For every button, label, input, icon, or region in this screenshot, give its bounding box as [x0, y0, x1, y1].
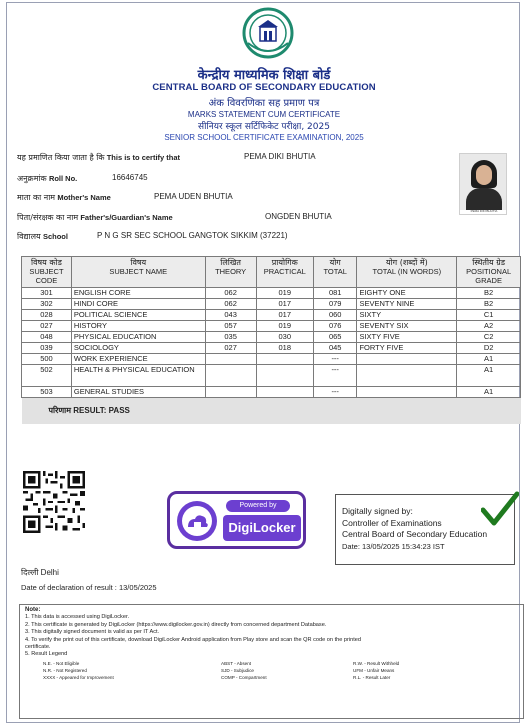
school-line [17, 231, 288, 242]
notes-box [19, 604, 524, 719]
digilocker-badge[interactable] [167, 491, 306, 549]
legend-item: R.L. - Result Later [353, 674, 391, 680]
board-name-hindi: केन्द्रीय माध्यमिक शिक्षा बोर्ड [197, 68, 331, 83]
legend-item: N.R. - Not Registered [43, 667, 87, 673]
signature-date: Date: 13/05/2025 15:34:23 IST [342, 541, 445, 551]
note-item: 5. Result Legend [25, 651, 68, 658]
exam-title-hindi: सीनियर स्कूल सर्टिफिकेट परीक्षा, 2025 [198, 122, 330, 132]
father-label-hindi: पिता/संरक्षक का नाम [17, 213, 79, 222]
school-label-hindi: विद्यालय [17, 232, 41, 241]
note-item: 2. This certificate is generated by DigiLocker (https://www.digilocker.gov.in) directly from concerned department Database. [25, 621, 327, 628]
result-row [22, 398, 521, 424]
roll-label-hindi: अनुक्रमांक [17, 174, 47, 183]
mother-name: PEMA UDEN BHUTIA [154, 192, 233, 201]
board-name: CENTRAL BOARD OF SECONDARY EDUCATION [152, 82, 376, 93]
place-of-issue [21, 567, 59, 578]
father-name: ONGDEN BHUTIA [265, 212, 332, 221]
legend-item: UFM - Unfair Means [353, 667, 395, 673]
exam-title: SENIOR SCHOOL CERTIFICATE EXAMINATION, 2025 [164, 133, 364, 142]
checkmark-icon [481, 491, 519, 527]
header-subject-code: विषय कोड SUBJECT CODE [22, 257, 72, 288]
place-hindi: दिल्ली [21, 568, 39, 577]
result-label-hindi: परिणाम [48, 405, 72, 415]
header-grade: स्थितीय ग्रेड POSITIONAL GRADE [457, 257, 521, 288]
marks-table-header [22, 257, 521, 288]
father-label: Father's/Guardian's Name [80, 213, 173, 222]
mother-line [17, 192, 233, 203]
marks-certificate [6, 2, 520, 723]
digilocker-logo-icon [176, 500, 218, 542]
table-row: 503 GENERAL STUDIES --- A1 [22, 387, 521, 398]
father-line [17, 212, 332, 223]
legend-item: N.E. - Not Eligible [43, 660, 80, 666]
certify-line [17, 152, 316, 163]
roll-label: Roll No. [48, 174, 78, 183]
table-row: 028 POLITICAL SCIENCE 043 017 060 SIXTY C1 [22, 310, 521, 321]
student-name: PEMA DIKI BHUTIA [244, 152, 316, 161]
marks-table [21, 256, 521, 424]
digilocker-name: DigiLocker [223, 515, 301, 541]
legend-item: R.W. - Result Withheld [353, 660, 400, 666]
result-legend [25, 660, 518, 682]
header-subject-name: विषय SUBJECT NAME [71, 257, 205, 288]
certificate-title-hindi: अंक विवरणिका सह प्रमाण पत्र [208, 98, 320, 109]
school-label: School [42, 232, 68, 241]
note-item: certificate. [25, 644, 51, 651]
marks-table-container [21, 256, 521, 424]
header-theory: लिखित THEORY [205, 257, 256, 288]
note-item: 3. This digitally signed document is valid as per IT Act. [25, 629, 160, 636]
qr-code-icon[interactable] [23, 471, 85, 533]
certify-label: This is to certify that [106, 153, 181, 162]
certificate-title: MARKS STATEMENT CUM CERTIFICATE [187, 110, 341, 119]
signature-line: Central Board of Secondary Education [342, 529, 488, 539]
signature-line: Digitally signed by: [342, 506, 413, 516]
roll-number: 16646745 [112, 173, 148, 182]
header-total: योग TOTAL [313, 257, 357, 288]
table-row: 027 HISTORY 057 019 076 SEVENTY SIX A2 [22, 321, 521, 332]
table-row: 039 SOCIOLOGY 027 018 045 FORTY FIVE D2 [22, 343, 521, 354]
legend-item: SJD - Subjudice [221, 667, 254, 673]
powered-by-label: Powered by [226, 500, 290, 512]
table-row: 502 HEALTH & PHYSICAL EDUCATION --- A1 [22, 365, 521, 387]
header-practical: प्रायोगिक PRACTICAL [256, 257, 313, 288]
photo-caption: PEMA DIKI BHUTIA [460, 210, 507, 215]
school-name: P N G SR SEC SCHOOL GANGTOK SIKKIM (37221) [97, 231, 288, 240]
table-row: 302 HINDI CORE 062 017 079 SEVENTY NINE B2 [22, 299, 521, 310]
cbse-emblem-icon [242, 7, 294, 59]
mother-label-hindi: माता का नाम [17, 193, 56, 202]
result-status: RESULT: PASS [73, 405, 130, 415]
mother-label: Mother's Name [57, 193, 111, 202]
certify-label-hindi: यह प्रमाणित किया जाता है कि [17, 153, 105, 162]
note-item: 1. This data is accessed using DigiLocker. [25, 614, 130, 621]
place-english: Delhi [40, 568, 59, 577]
table-row: 048 PHYSICAL EDUCATION 035 030 065 SIXTY FIVE C2 [22, 332, 521, 343]
header-total-words: योग (शब्दों में) TOTAL (IN WORDS) [357, 257, 457, 288]
legend-item: XXXX - Appeared for Improvement [43, 674, 114, 680]
legend-item: COMP - Compartment [221, 674, 267, 680]
signature-line: Controller of Examinations [342, 517, 442, 528]
student-photo [459, 153, 507, 215]
declaration-date: Date of declaration of result : 13/05/2025 [21, 583, 157, 592]
note-title: Note: [25, 607, 41, 613]
table-row: 500 WORK EXPERIENCE --- A1 [22, 354, 521, 365]
note-item: 4. To verify the print out of this certificate, download DigiLocker Android application from Play store and scan the QR code on the printed [25, 636, 362, 643]
table-row: 301 ENGLISH CORE 062 019 081 EIGHTY ONE B2 [22, 288, 521, 299]
legend-item: ABST - Absent [221, 660, 252, 666]
roll-line [17, 173, 148, 184]
